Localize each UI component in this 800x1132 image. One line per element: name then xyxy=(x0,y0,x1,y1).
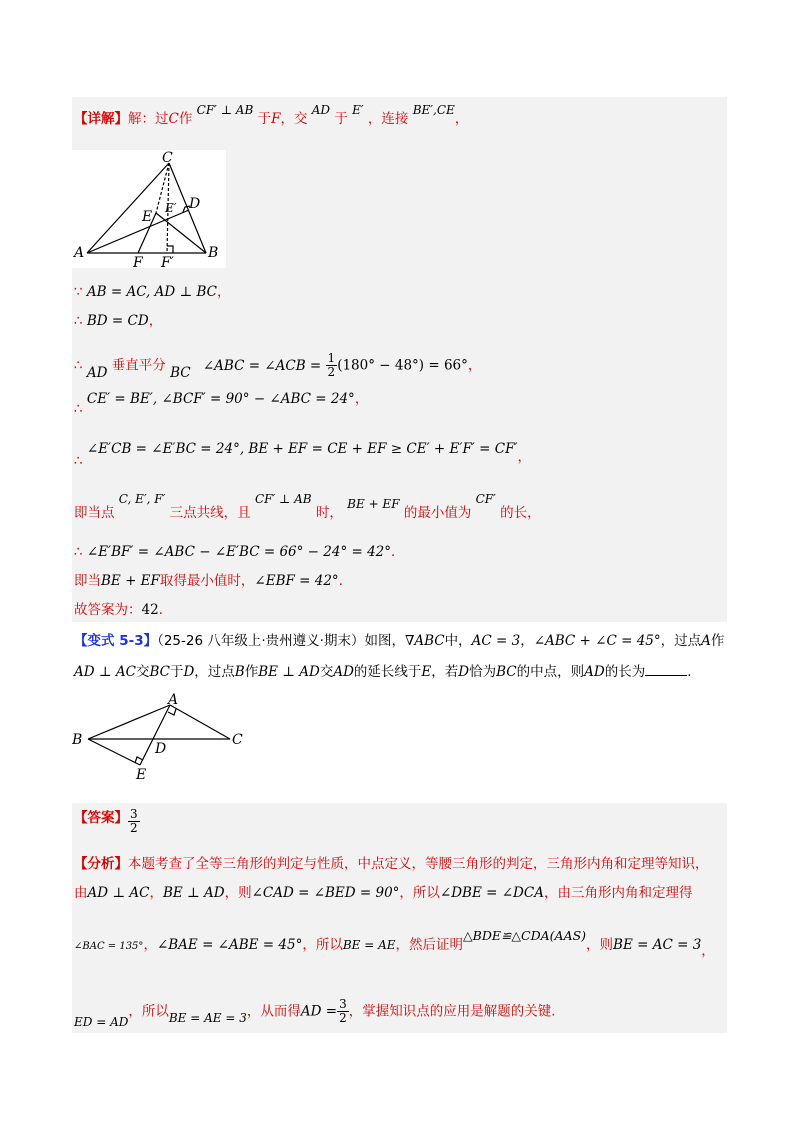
fig2-label-b: B xyxy=(72,732,83,748)
answer-fraction: $\frac{3}{2}$ xyxy=(130,807,138,835)
step-1: ∵ AB = AC, AD ⊥ BC， xyxy=(74,284,231,300)
answer-tag: 【答案】 xyxy=(74,809,128,826)
step-6: 即当点 C, E′, F′ 三点共线，且 CF′ ⊥ AB 时， BE + EF 的最小值为 CF′ 的长， xyxy=(74,492,541,521)
step-9: 故答案为：42． xyxy=(74,602,173,618)
analysis-line-4: ED = AD，所以BE = AE = 3，从而得AD = $\frac{3}{2}$ ，掌握知识点的应用是解题的关键. xyxy=(74,997,556,1029)
step-7: ∴ ∠E′BF′ = ∠ABC − ∠E′BC = 66° − 24° = 42°． xyxy=(74,544,405,560)
figure-triangle-abc-variant xyxy=(72,693,262,788)
fig2-label-e: E xyxy=(136,767,147,783)
analysis-line-1: 【分析】本题考查了全等三角形的判定与性质，中点定义，等腰三角形的判定，三角形内角和定理等知识， xyxy=(74,856,709,872)
fig1-label-c: C xyxy=(162,150,173,166)
fig1-label-f: F xyxy=(133,255,143,268)
answer-blank[interactable] xyxy=(645,663,687,676)
step-4: ∴ CE′ = BE′, ∠BCF′ = 90° − ∠ABC = 24°， xyxy=(74,391,369,417)
variant-tag: 【变式 5-3】 xyxy=(74,633,158,649)
analysis-tag: 【分析】 xyxy=(74,856,128,872)
step-8: 即当BE + EF取得最小值时，∠EBF = 42°． xyxy=(74,573,353,589)
fraction-one-half: $\frac{1}{2}$ xyxy=(327,351,336,379)
fig1-label-a: A xyxy=(74,245,85,261)
answer-line xyxy=(74,808,140,835)
analysis-fraction: $\frac{3}{2}$ xyxy=(339,997,347,1025)
detail-tag: 【详解】 xyxy=(74,111,128,127)
step-5: ∴ ∠E′CB = ∠E′BC = 24°, BE + EF = CE + EF ≥ CE′ + E′F′ = CF′， xyxy=(74,441,532,469)
variant-line-2: AD ⊥ AC交BC于D，过点B作BE ⊥ AD交AD的延长线于E，若D恰为BC的中点，则AD的长为 . xyxy=(74,664,692,680)
fig1-label-f-prime: F′ xyxy=(161,255,174,268)
fig2-label-c: C xyxy=(232,732,243,748)
detail-line: 【详解】解：过C作 CF′ ⊥ AB 于F，交 AD 于 E′ ，连接 BE′,CE， xyxy=(74,103,469,127)
analysis-line-3: ∠BAC = 135°，∠BAE = ∠ABE = 45°，所以BE = AE，然后证明△BDE≌△CDA(AAS)，则BE = AC = 3， xyxy=(74,928,715,959)
step-3: ∴ AD 垂直平分 BC ∠ABC = ∠ACB = $\frac{1}{2}$ (180° − 48°) = 66°， xyxy=(74,351,482,381)
fig2-label-a: A xyxy=(168,693,179,708)
step-2: ∴ BD = CD， xyxy=(74,313,163,329)
fig1-label-e-prime: E′ xyxy=(165,201,177,215)
analysis-line-2: 由AD ⊥ AC，BE ⊥ AD，则∠CAD = ∠BED = 90°，所以∠DBE = ∠DCA，由三角形内角和定理得 xyxy=(74,885,693,901)
variant-line-1: 【变式 5-3】（25-26 八年级上·贵州遵义·期末）如图，∇ABC中，AC = 3，∠ABC + ∠C = 45°，过点A作 xyxy=(74,633,725,649)
fig2-label-d: D xyxy=(155,741,167,757)
fig1-label-e: E xyxy=(142,209,153,225)
figure-triangle-abc xyxy=(72,150,226,268)
fig1-label-d: D xyxy=(189,196,201,212)
fig1-label-b: B xyxy=(208,245,219,261)
